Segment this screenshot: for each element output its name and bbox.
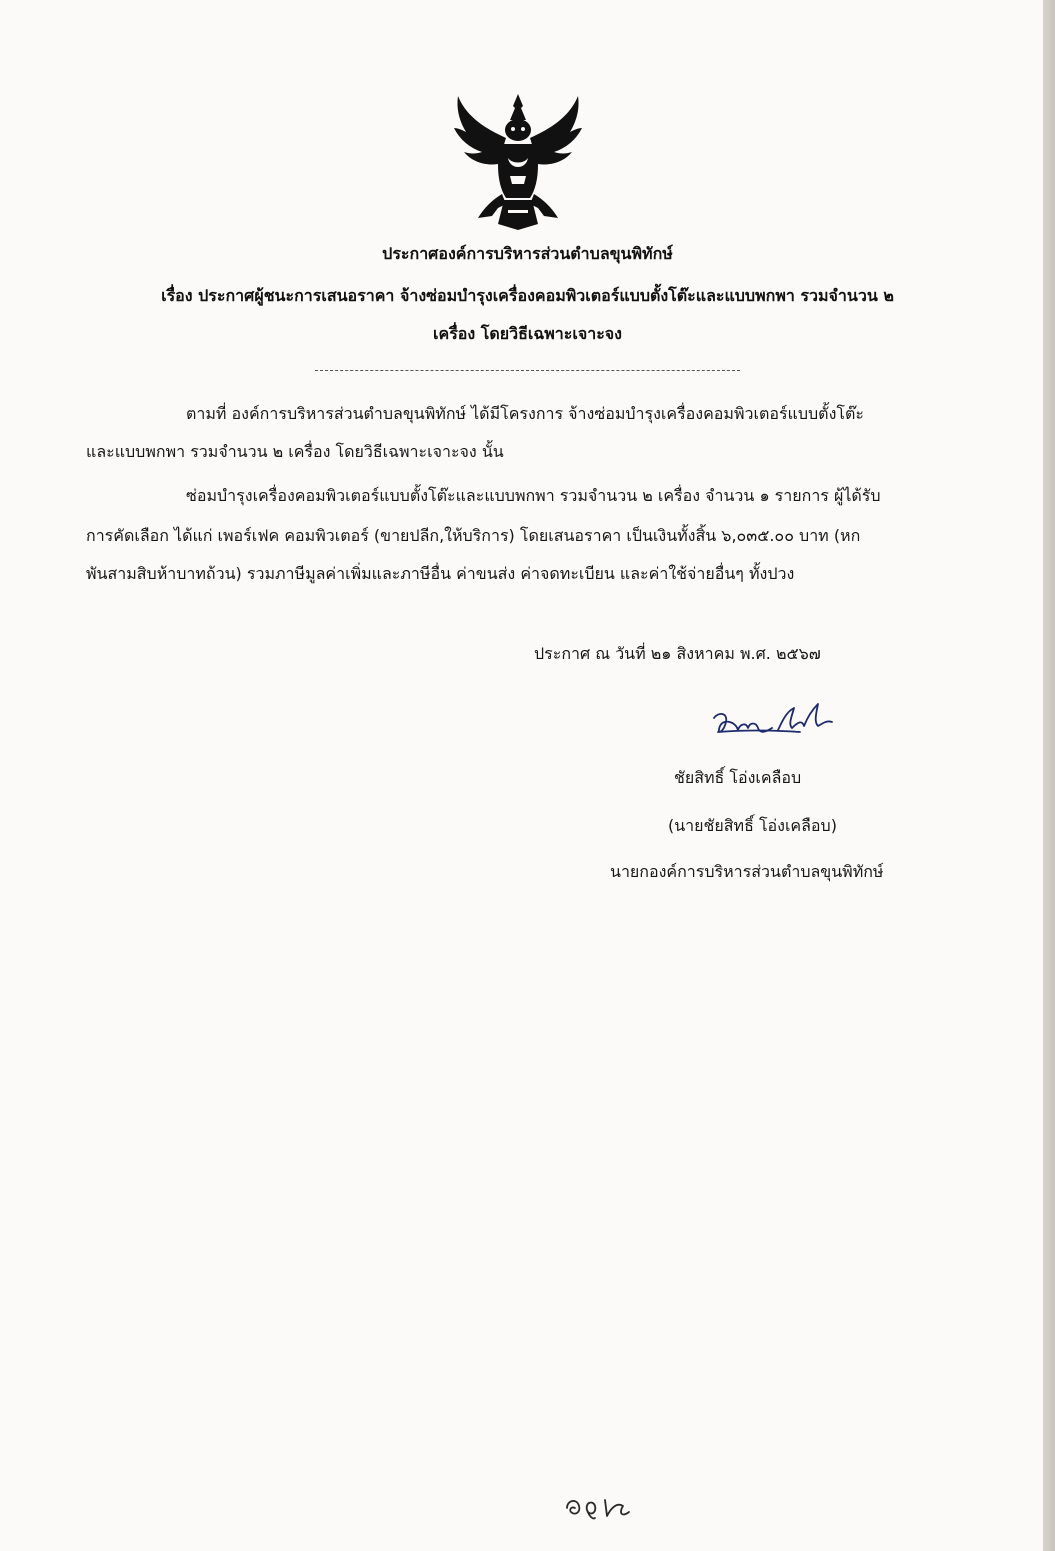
garuda-emblem-icon xyxy=(444,88,592,234)
signatory-name: ชัยสิทธิ์ โอ่งเคลือบ xyxy=(674,768,802,787)
paragraph-1-line-1: ตามที่ องค์การบริหารส่วนตำบลขุนพิทักษ์ ได้มีโครงการ จ้างซ่อมบำรุงเครื่องคอมพิวเตอร์แบบตั้งโต๊ะ xyxy=(186,404,864,423)
document-title: ประกาศองค์การบริหารส่วนตำบลขุนพิทักษ์ xyxy=(382,244,673,263)
signatory-position: นายกองค์การบริหารส่วนตำบลขุนพิทักษ์ xyxy=(610,862,884,881)
announce-date: ประกาศ ณ วันที่ ๒๑ สิงหาคม พ.ศ. ๒๕๖๗ xyxy=(534,644,821,663)
subject-line-1: เรื่อง ประกาศผู้ชนะการเสนอราคา จ้างซ่อมบำรุงเครื่องคอมพิวเตอร์แบบตั้งโต๊ะและแบบพกพา รวมจำนวน ๒ xyxy=(161,286,894,305)
subject-line-2: เครื่อง โดยวิธีเฉพาะเจาะจง xyxy=(433,324,622,343)
paragraph-1-line-2: และแบบพกพา รวมจำนวน ๒ เครื่อง โดยวิธีเฉพาะเจาะจง นั้น xyxy=(86,442,504,461)
paragraph-2-line-2: การคัดเลือก ได้แก่ เพอร์เฟค คอมพิวเตอร์ (ขายปลีก,ให้บริการ) โดยเสนอราคา เป็นเงินทั้งสิ้น ๖,๐๓๕.๐๐ บาท (หก xyxy=(86,526,861,545)
title-divider xyxy=(315,370,740,371)
paragraph-2-line-1: ซ่อมบำรุงเครื่องคอมพิวเตอร์แบบตั้งโต๊ะและแบบพกพา รวมจำนวน ๒ เครื่อง จำนวน ๑ รายการ ผู้ได้รับ xyxy=(186,486,881,505)
paragraph-2-line-3: พันสามสิบห้าบาทถ้วน) รวมภาษีมูลค่าเพิ่มและภาษีอื่น ค่าขนส่ง ค่าจดทะเบียน และค่าใช้จ่ายอื่นๆ ทั้งปวง xyxy=(86,564,795,583)
handwritten-signature xyxy=(708,700,842,750)
signatory-full-name: (นายชัยสิทธิ์ โอ่งเคลือบ) xyxy=(668,816,837,835)
page-edge xyxy=(1043,0,1055,1551)
handwritten-page-number xyxy=(563,1488,633,1522)
